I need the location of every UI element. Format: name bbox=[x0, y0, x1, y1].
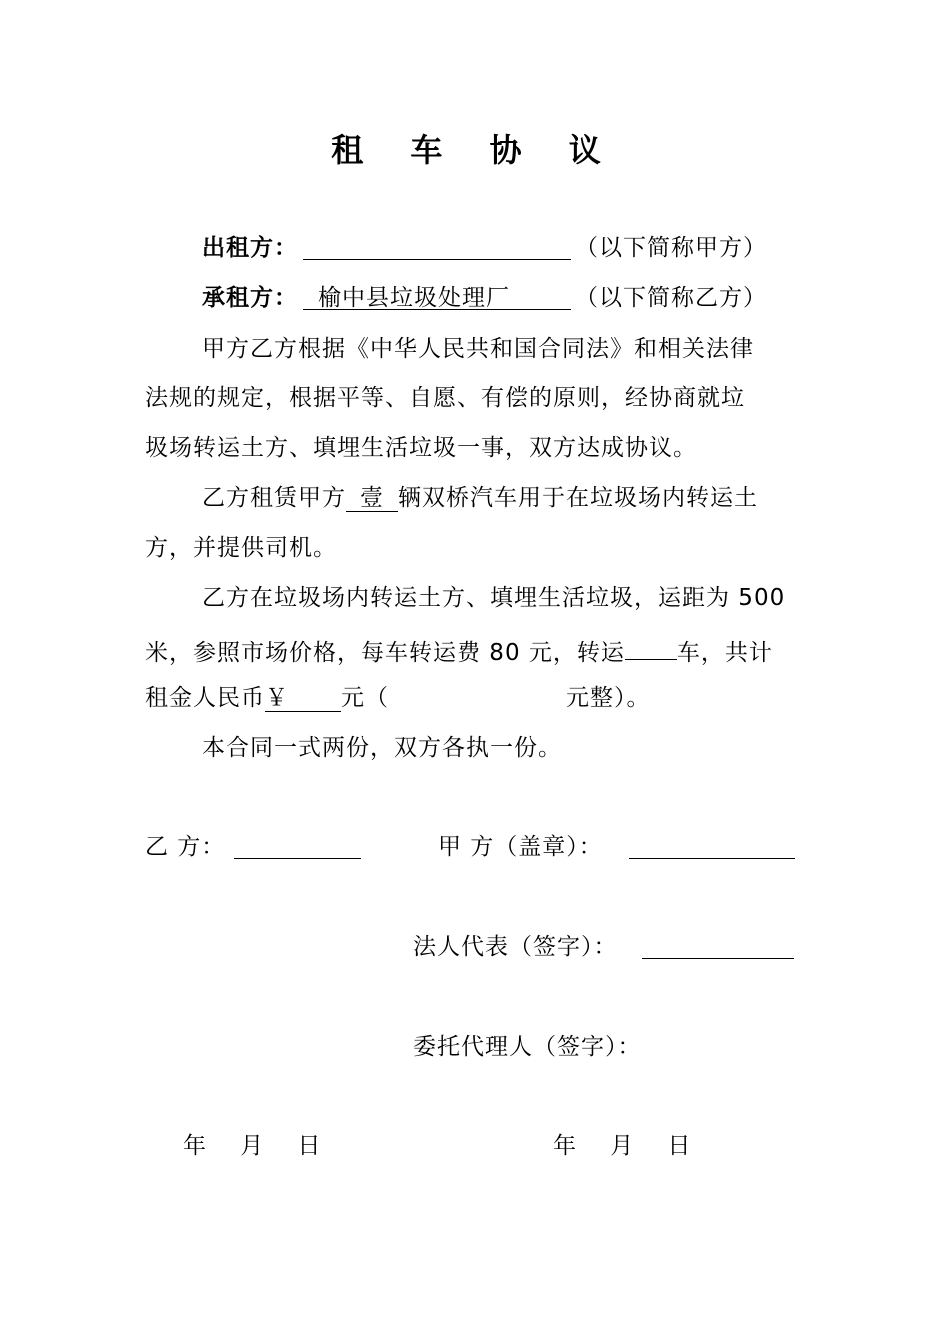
party-b-signature-label: 乙 方： bbox=[145, 834, 226, 860]
lessor-suffix: （以下简称甲方） bbox=[575, 235, 767, 261]
paragraph-1-line-3: 圾场转运土方、填埋生活垃圾一事，双方达成协议。 bbox=[145, 435, 697, 461]
legal-rep-signature-label: 法人代表（签字）： bbox=[413, 934, 618, 960]
paragraph-3-line-2 bbox=[145, 633, 773, 668]
paragraph-1-line-1: 甲方乙方根据《中华人民共和国合同法》和相关法律 bbox=[202, 336, 754, 362]
legal-rep-signature-field[interactable] bbox=[642, 958, 794, 959]
date-right: 年 月 日 bbox=[553, 1133, 692, 1159]
lessee-suffix: （以下简称乙方） bbox=[575, 285, 767, 311]
paragraph-2-suffix: 辆双桥汽车用于在垃圾场内转运土 bbox=[398, 485, 758, 511]
paragraph-1-line-2: 法规的规定，根据平等、自愿、有偿的原则，经协商就垃 bbox=[145, 385, 745, 411]
paragraph-3-line-2-a: 米，参照市场价格，每车转运费 80 元，转运 bbox=[145, 640, 625, 666]
paragraph-3-line-3-c: 元整）。 bbox=[566, 685, 651, 711]
date-left: 年 月 日 bbox=[183, 1133, 322, 1159]
paragraph-3-line-3-a: 租金人民币 bbox=[145, 685, 265, 711]
vehicle-quantity-field[interactable]: 壹 bbox=[346, 485, 398, 512]
party-b-signature-field[interactable] bbox=[234, 858, 361, 859]
party-a-seal-label: 甲 方（盖章）： bbox=[438, 834, 603, 860]
trip-count-field[interactable] bbox=[625, 633, 677, 660]
document-title: 租 车 协 议 bbox=[331, 131, 619, 169]
lessee-name-field[interactable]: 榆中县垃圾处理厂 bbox=[318, 285, 510, 311]
paragraph-4: 本合同一式两份，双方各执一份。 bbox=[202, 735, 562, 761]
agent-signature-label: 委托代理人（签字）： bbox=[413, 1034, 642, 1060]
paragraph-2-line-1 bbox=[202, 483, 758, 513]
paragraph-3-line-1: 乙方在垃圾场内转运土方、填埋生活垃圾，运距为 500 bbox=[202, 585, 786, 611]
paragraph-3-line-3-b: 元（ bbox=[341, 685, 389, 711]
rent-amount-field[interactable] bbox=[265, 685, 341, 712]
lessor-name-field[interactable] bbox=[303, 259, 571, 260]
paragraph-3-line-3 bbox=[145, 683, 389, 713]
paragraph-2-line-2: 方，并提供司机。 bbox=[145, 535, 337, 561]
currency-symbol: ￥ bbox=[265, 685, 289, 711]
lessor-label: 出租方： bbox=[202, 235, 298, 261]
lessee-label: 承租方： bbox=[202, 285, 298, 311]
paragraph-3-line-2-b: 车，共计 bbox=[676, 640, 773, 666]
party-a-seal-field[interactable] bbox=[629, 858, 795, 859]
paragraph-2-prefix: 乙方租赁甲方 bbox=[202, 485, 346, 511]
